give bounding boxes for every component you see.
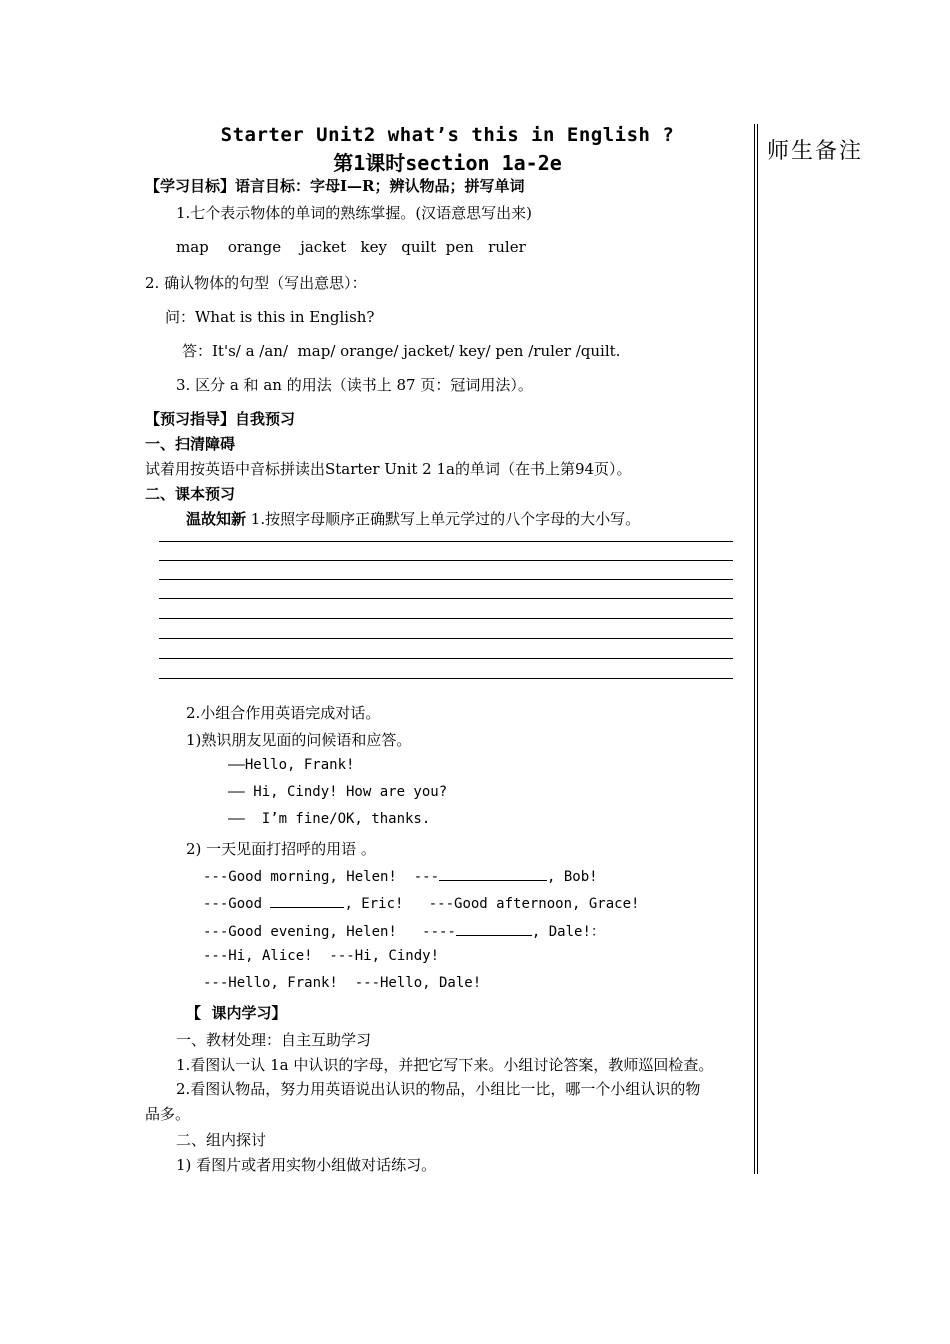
writing-line[interactable] — [159, 618, 733, 619]
review-text: 1.按照字母顺序正确默写上单元学过的八个字母的大小写。 — [246, 510, 641, 528]
greeting-1-start: ---Good morning, Helen! --- — [203, 869, 440, 885]
greeting-line-1 — [203, 866, 598, 885]
goal-item-3: 3. 区分 a 和 an 的用法（读书上 87 页：冠词用法）。 — [176, 376, 533, 394]
preview-section-2-title: 二、课本预习 — [145, 485, 236, 503]
greeting-2-start: ---Good — [203, 896, 271, 912]
greeting-2-end: , Eric! ---Good afternoon, Grace! — [344, 896, 640, 912]
goal-word-list: map orange jacket key quilt pen ruler — [176, 238, 526, 256]
teacher-student-notes-label: 师生备注 — [767, 139, 864, 164]
greeting-1-end: , Bob! — [547, 869, 598, 885]
writing-line[interactable] — [159, 678, 733, 679]
lesson-subtitle: 第1课时section 1a-2e — [333, 151, 562, 175]
preview-sub-1: 1)熟识朋友见面的问候语和应答。 — [186, 731, 412, 749]
preview-section-1-title: 一、扫清障碍 — [145, 435, 236, 453]
answer-blank[interactable] — [270, 893, 344, 908]
dialogue-line-1: ——Hello, Frank! — [228, 757, 355, 773]
goals-heading: 【学习目标】语言目标：字母I—R；辨认物品；拼写单词 — [145, 177, 525, 195]
goal-answer: 答：It's/ a /an/ map/ orange/ jacket/ key/ pen /ruler /quilt. — [182, 342, 621, 360]
writing-line[interactable] — [159, 638, 733, 639]
in-class-item-1: 1.看图认一认 1a 中认识的字母，并把它写下来。小组讨论答案，教师巡回检查。 — [176, 1056, 714, 1074]
greeting-line-5: ---Hello, Frank! ---Hello, Dale! — [203, 975, 482, 991]
review-label: 温故知新 — [186, 510, 247, 528]
writing-line[interactable] — [159, 658, 733, 659]
greeting-line-2 — [203, 893, 639, 912]
greeting-3-end: , Dale!： — [531, 924, 605, 940]
dialogue-line-2: —— Hi, Cindy! How are you? — [228, 784, 448, 800]
in-class-item-2: 2.看图认物品，努力用英语说出认识的物品，小组比一比，哪一个小组认识的物 — [176, 1080, 701, 1098]
margin-divider — [754, 124, 758, 1174]
greeting-3-start: ---Good evening, Helen! ---- — [203, 924, 456, 940]
goal-item-2: 2. 确认物体的句型（写出意思）： — [145, 274, 367, 292]
writing-line[interactable] — [159, 541, 733, 542]
lesson-title: Starter Unit2 what’s this in English ? — [220, 124, 675, 146]
dialogue-line-3: —— I’m fine/OK, thanks. — [228, 811, 431, 827]
answer-blank[interactable] — [439, 866, 547, 881]
writing-line[interactable] — [159, 598, 733, 599]
goal-question: 问：What is this in English? — [165, 308, 375, 326]
in-class-item-3: 1) 看图片或者用实物小组做对话练习。 — [176, 1156, 437, 1174]
answer-blank[interactable] — [456, 921, 532, 936]
review-instruction — [186, 508, 640, 529]
preview-section-1-text: 试着用按英语中音标拼读出Starter Unit 2 1a的单词（在书上第94页）。 — [145, 460, 632, 478]
goal-item-1: 1.七个表示物体的单词的熟练掌握。(汉语意思写出来) — [176, 204, 533, 222]
in-class-item-2-cont: 品多。 — [145, 1105, 191, 1123]
preview-item-2: 2.小组合作用英语完成对话。 — [186, 704, 381, 722]
in-class-heading: 【 课内学习】 — [186, 1004, 287, 1022]
preview-sub-2: 2) 一天见面打招呼的用语 。 — [186, 840, 376, 858]
writing-line[interactable] — [159, 560, 733, 561]
greeting-line-3 — [203, 921, 605, 941]
writing-line[interactable] — [159, 579, 733, 580]
preview-heading: 【预习指导】自我预习 — [145, 410, 296, 428]
in-class-section-1: 一、教材处理：自主互助学习 — [176, 1031, 372, 1049]
in-class-section-2: 二、组内探讨 — [176, 1131, 267, 1149]
greeting-line-4: ---Hi, Alice! ---Hi, Cindy! — [203, 948, 440, 964]
